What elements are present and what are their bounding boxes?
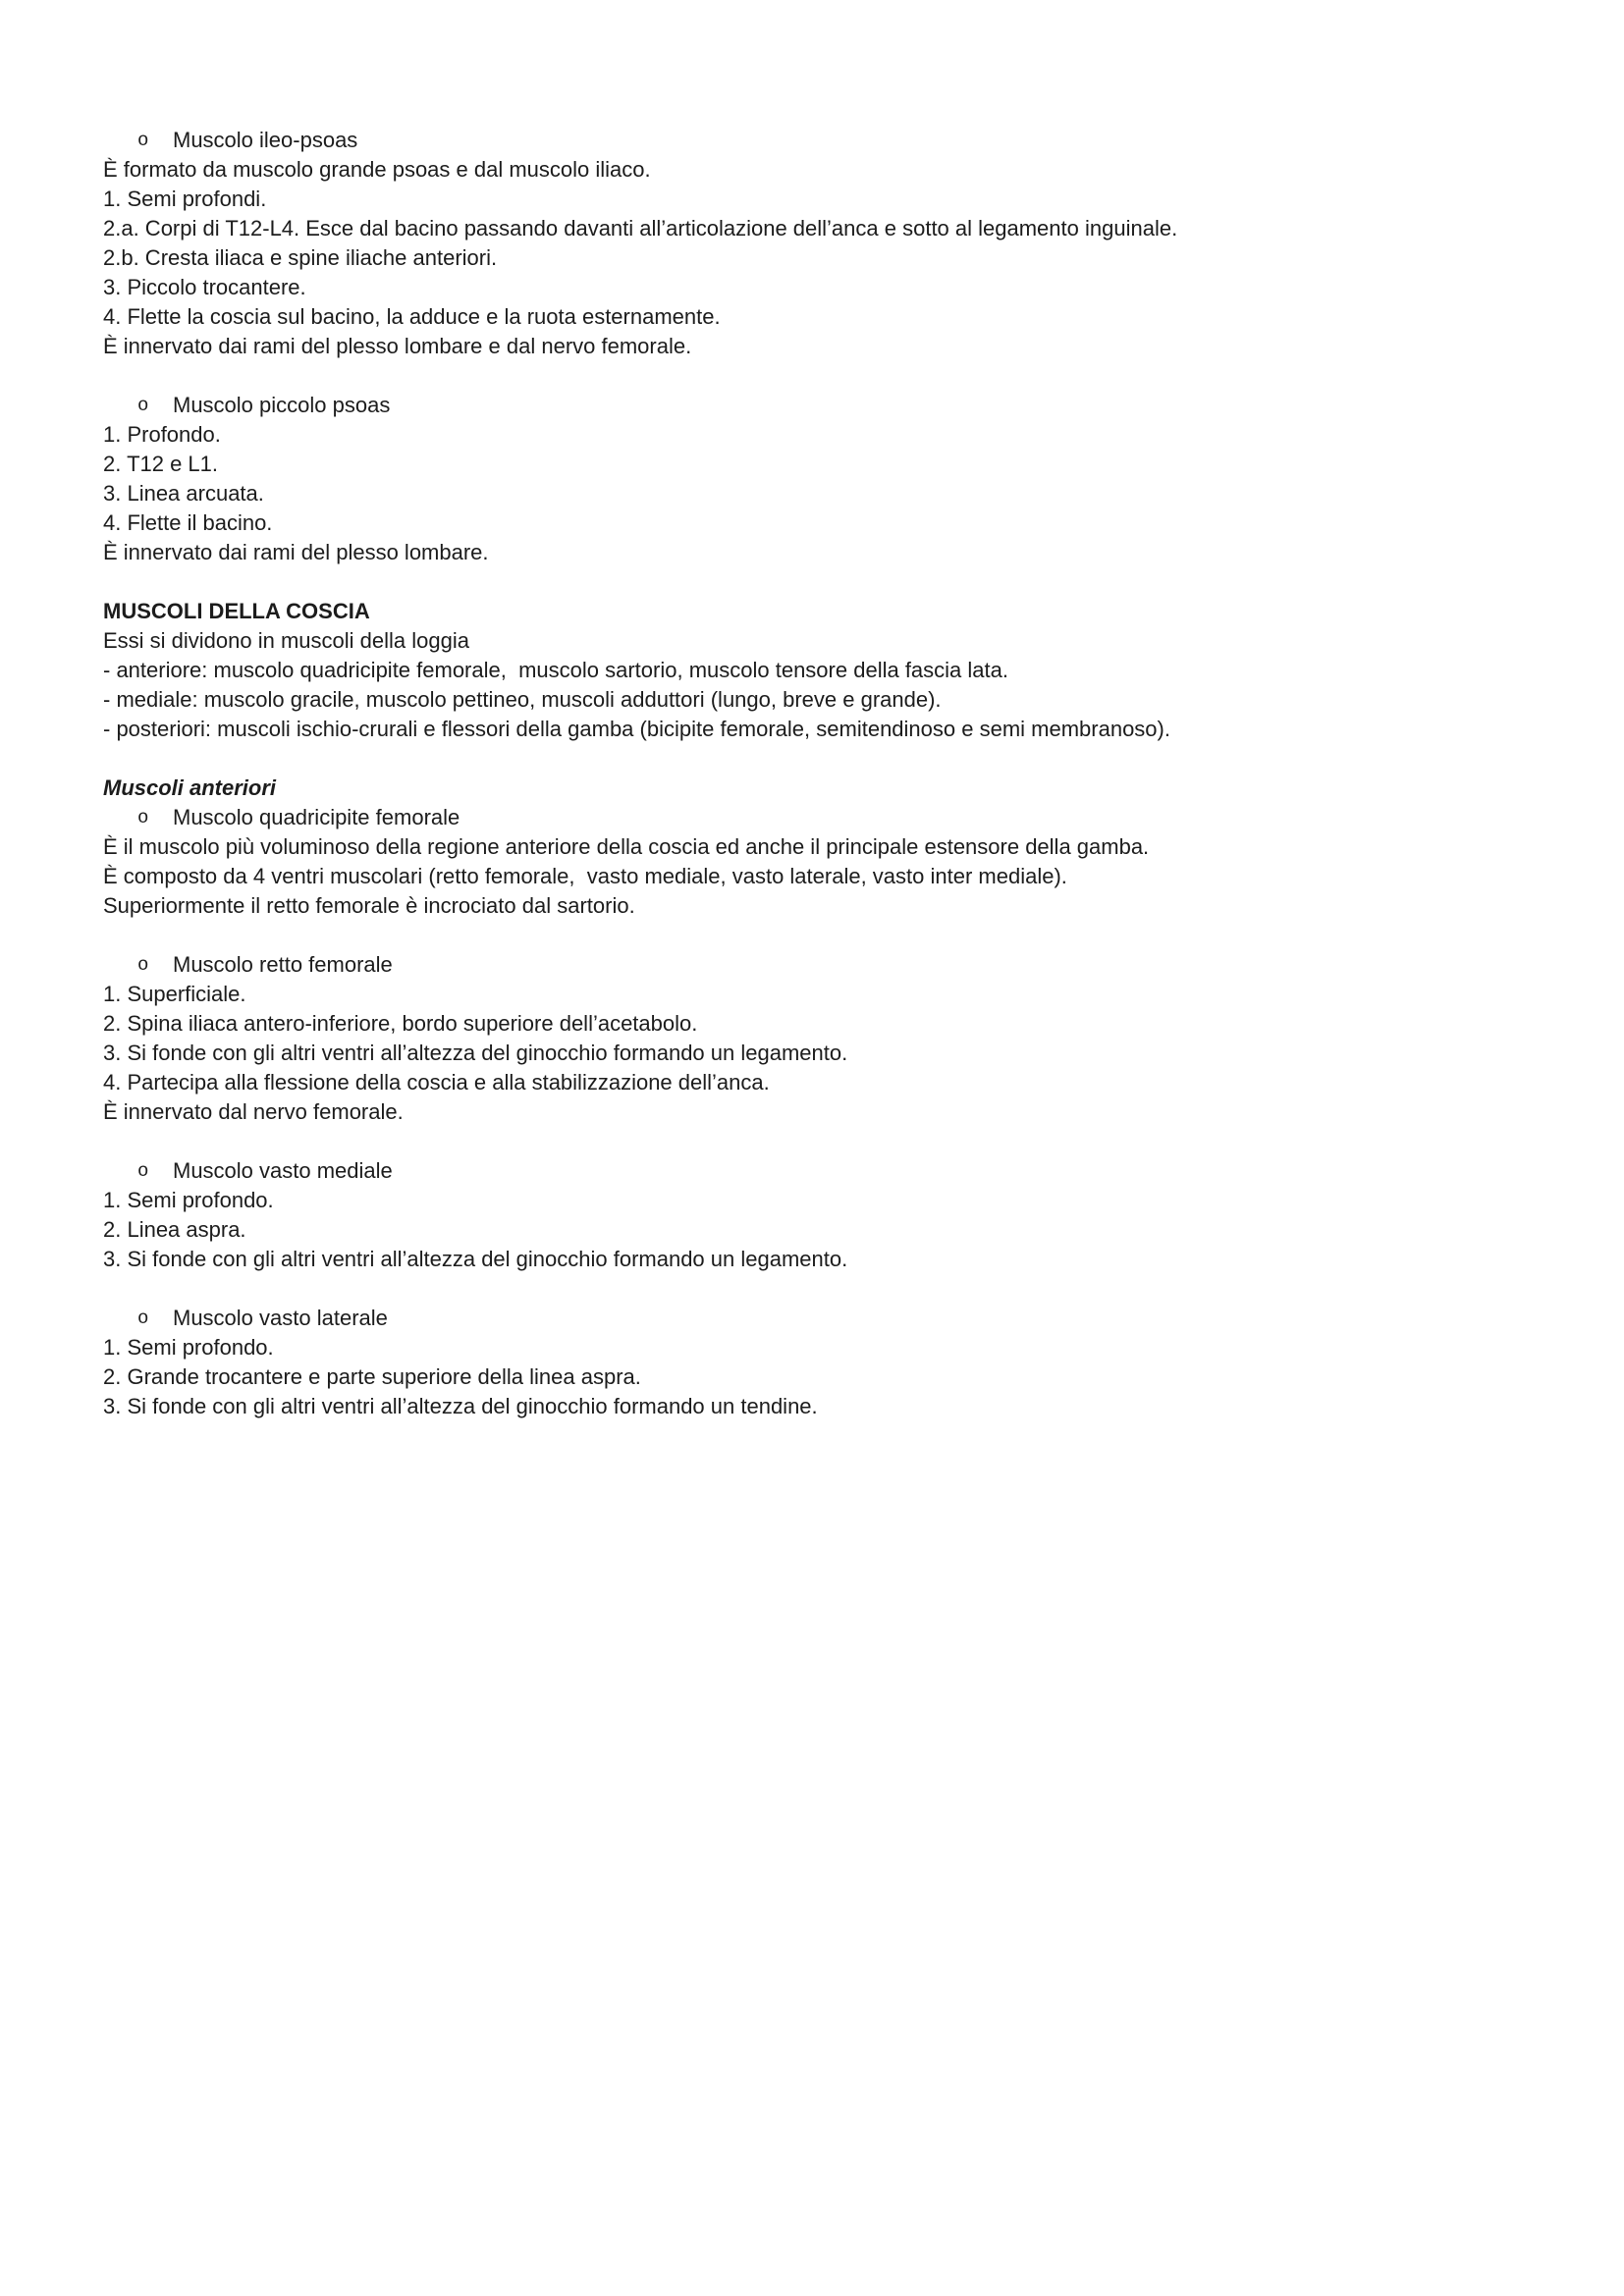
text-line: 3. Si fonde con gli altri ventri all’altezza del ginocchio formando un legamento. xyxy=(103,1247,848,1271)
text-line: 2. Linea aspra. xyxy=(103,1217,246,1242)
text-line: 2. Grande trocantere e parte superiore della linea aspra. xyxy=(103,1364,641,1389)
circle-bullet-icon: o xyxy=(137,807,149,828)
text-line: 3. Piccolo trocantere. xyxy=(103,275,306,299)
text-line: È innervato dai rami del plesso lombare e dal nervo femorale. xyxy=(103,334,692,358)
text-line: - posteriori: muscoli ischio-crurali e flessori della gamba (bicipite femorale, semitendinoso e semi membranoso). xyxy=(103,717,1170,741)
bullet-title: Muscolo piccolo psoas xyxy=(173,393,391,417)
text-line: - mediale: muscolo gracile, muscolo pettineo, muscoli adduttori (lungo, breve e grande). xyxy=(103,687,942,712)
text-line: 3. Si fonde con gli altri ventri all’altezza del ginocchio formando un tendine. xyxy=(103,1394,818,1418)
text-line: 1. Profondo. xyxy=(103,422,221,447)
section-vasto-laterale xyxy=(103,1304,1506,1421)
text-line: 3. Si fonde con gli altri ventri all’altezza del ginocchio formando un legamento. xyxy=(103,1041,848,1065)
text-line: 2.b. Cresta iliaca e spine iliache anteriori. xyxy=(103,245,498,270)
bullet-title: Muscolo vasto mediale xyxy=(173,1158,393,1183)
section-heading: MUSCOLI DELLA COSCIA xyxy=(103,599,370,623)
text-line: 4. Flette la coscia sul bacino, la adduce e la ruota esternamente. xyxy=(103,304,721,329)
circle-bullet-icon: o xyxy=(137,1160,149,1182)
subsection-heading: Muscoli anteriori xyxy=(103,775,277,800)
text-line: È formato da muscolo grande psoas e dal muscolo iliaco. xyxy=(103,157,651,182)
text-line: 2. T12 e L1. xyxy=(103,452,219,476)
bullet-title: Muscolo quadricipite femorale xyxy=(173,805,460,829)
section-muscoli-della-coscia xyxy=(103,597,1506,744)
section-piccolo-psoas xyxy=(103,391,1506,567)
section-muscoli-anteriori xyxy=(103,774,1506,921)
text-line: 3. Linea arcuata. xyxy=(103,481,264,506)
text-line: 1. Semi profondo. xyxy=(103,1188,274,1212)
section-ileo-psoas xyxy=(103,126,1506,361)
text-line: Superiormente il retto femorale è incrociato dal sartorio. xyxy=(103,893,635,918)
text-line: Essi si dividono in muscoli della loggia xyxy=(103,628,469,653)
list-item xyxy=(103,803,1506,832)
list-item xyxy=(103,1156,1506,1186)
text-line: È il muscolo più voluminoso della regione anteriore della coscia ed anche il principale estensore della gamba. xyxy=(103,834,1150,859)
text-line: 2. Spina iliaca antero-inferiore, bordo superiore dell’acetabolo. xyxy=(103,1011,698,1036)
list-item xyxy=(103,1304,1506,1333)
text-line: - anteriore: muscolo quadricipite femorale, muscolo sartorio, muscolo tensore della fascia lata. xyxy=(103,658,1008,682)
section-retto-femorale xyxy=(103,950,1506,1127)
section-vasto-mediale xyxy=(103,1156,1506,1274)
text-line: 4. Flette il bacino. xyxy=(103,510,273,535)
text-line: È innervato dai rami del plesso lombare. xyxy=(103,540,489,564)
circle-bullet-icon: o xyxy=(137,395,149,416)
text-line: È composto da 4 ventri muscolari (retto femorale, vasto mediale, vasto laterale, vasto inter mediale). xyxy=(103,864,1067,888)
list-item xyxy=(103,391,1506,420)
circle-bullet-icon: o xyxy=(137,1308,149,1329)
bullet-title: Muscolo ileo-psoas xyxy=(173,128,358,152)
text-line: 1. Superficiale. xyxy=(103,982,246,1006)
list-item xyxy=(103,950,1506,980)
text-line: È innervato dal nervo femorale. xyxy=(103,1099,404,1124)
list-item xyxy=(103,126,1506,155)
text-line: 4. Partecipa alla flessione della coscia e alla stabilizzazione dell’anca. xyxy=(103,1070,770,1095)
bullet-title: Muscolo vasto laterale xyxy=(173,1306,388,1330)
circle-bullet-icon: o xyxy=(137,130,149,151)
text-line: 2.a. Corpi di T12-L4. Esce dal bacino passando davanti all’articolazione dell’anca e sotto al legamento inguinale. xyxy=(103,216,1178,240)
bullet-title: Muscolo retto femorale xyxy=(173,952,393,977)
circle-bullet-icon: o xyxy=(137,954,149,976)
text-line: 1. Semi profondo. xyxy=(103,1335,274,1360)
text-line: 1. Semi profondi. xyxy=(103,187,267,211)
